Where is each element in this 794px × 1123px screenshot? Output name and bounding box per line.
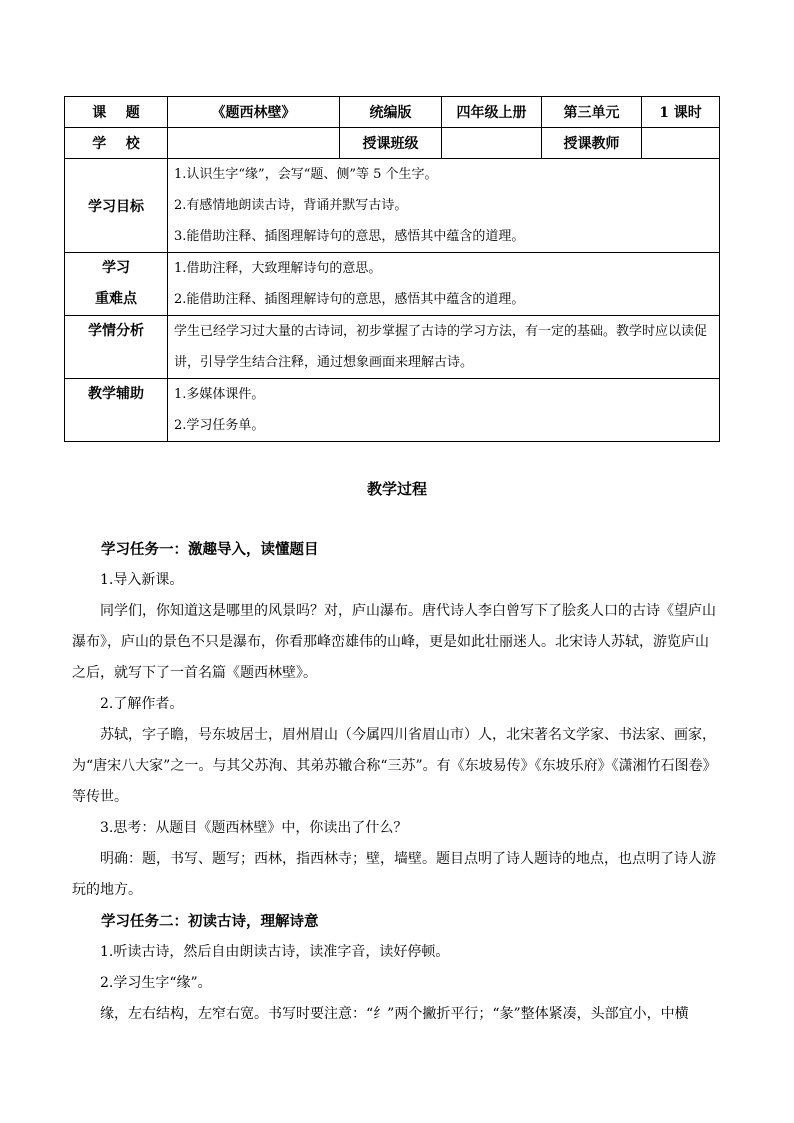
- lesson-title: 《题西林壁》: [168, 97, 340, 128]
- teacher-label: 授课教师: [542, 128, 642, 159]
- section-title: 教学过程: [366, 480, 427, 498]
- unit: 第三单元: [542, 97, 642, 128]
- hours: 1 课时: [642, 97, 720, 128]
- goals-label: 学习目标: [65, 159, 168, 253]
- aids-content: [168, 379, 720, 442]
- table-row: [65, 316, 720, 379]
- lesson-info-table: [64, 96, 720, 442]
- table-row: [65, 128, 720, 159]
- table-row: [65, 253, 720, 316]
- keypoints-content: [168, 253, 720, 316]
- step-heading: 1.听读古诗，然后自由朗读古诗，读准字音，读好停顿。: [100, 944, 450, 960]
- keypoint-item: 2.能借助注释、插图理解诗句的意思，感悟其中蕴含的道理。: [174, 292, 525, 307]
- task-heading: 学习任务二：初读古诗，理解诗意: [101, 913, 319, 930]
- task-heading: 学习任务一：激趣导入，读懂题目: [101, 541, 319, 558]
- goal-item: 3.能借助注释、插图理解诗句的意思，感悟其中蕴含的道理。: [174, 229, 525, 244]
- paragraph: 明确：题，书写、题写；西林，指西林寺；壁，墙壁。题目点明了诗人题诗的地点，也点明了诗人游玩的地方。: [72, 851, 716, 898]
- process-content: [72, 534, 720, 1030]
- edition: 统编版: [340, 97, 442, 128]
- paragraph: 缘，左右结构，左窄右宽。书写时要注意：“纟”两个撇折平行；“彖”整体紧凑，头部宜小，中横: [100, 1006, 689, 1022]
- class-value: [442, 128, 542, 159]
- class-label: 授课班级: [340, 128, 442, 159]
- goals-content: [168, 159, 720, 253]
- step-heading: 2.学习生字“缘”。: [100, 975, 212, 991]
- analysis-label: 学情分析: [65, 316, 168, 379]
- step-heading: 2.了解作者。: [100, 696, 184, 712]
- table-row: [65, 379, 720, 442]
- analysis-text: 学生已经学习过大量的古诗词，初步掌握了古诗的学习方法，有一定的基础。教学时应以读促讲，引导学生结合注释，通过想象画面来理解古诗。: [174, 324, 708, 370]
- keypoints-label-line1: 学习: [102, 260, 130, 276]
- paragraph: 苏轼，字子瞻，号东坡居士，眉州眉山（今属四川省眉山市）人，北宋著名文学家、书法家、画家，为“唐宋八大家”之一。与其父苏洵、其弟苏辙合称“三苏”。有《东坡易传》《东坡乐府》《潇湘竹石图卷》等传世。: [72, 727, 717, 805]
- topic-label: 课 题: [65, 97, 168, 128]
- table-row: [65, 97, 720, 128]
- grade: 四年级上册: [442, 97, 542, 128]
- school-value: [168, 128, 340, 159]
- aids-label: 教学辅助: [65, 379, 168, 442]
- analysis-content: [168, 316, 720, 379]
- aid-item: 1.多媒体课件。: [174, 387, 265, 402]
- step-heading: 1.导入新课。: [100, 572, 184, 588]
- teacher-value: [642, 128, 720, 159]
- goal-item: 1.认识生字“缘”，会写“题、侧”等 5 个生字。: [174, 167, 438, 182]
- keypoints-label-line2: 重难点: [95, 291, 137, 307]
- paragraph: 同学们，你知道这是哪里的风景吗？对，庐山瀑布。唐代诗人李白曾写下了脍炙人口的古诗《望庐山瀑布》，庐山的景色不只是瀑布，你看那峰峦雄伟的山峰，更是如此壮丽迷人。北宋诗人苏轼，游览庐山之后，就写下了一首名篇《题西林壁》。: [72, 603, 716, 681]
- school-label: 学 校: [65, 128, 168, 159]
- aid-item: 2.学习任务单。: [174, 418, 265, 433]
- keypoint-item: 1.借助注释，大致理解诗句的意思。: [174, 261, 382, 276]
- goal-item: 2.有感情地朗读古诗，背诵并默写古诗。: [174, 198, 408, 213]
- table-row: [65, 159, 720, 253]
- step-heading: 3.思考：从题目《题西林壁》中，你读出了什么？: [100, 820, 408, 836]
- keypoints-label: [65, 253, 168, 316]
